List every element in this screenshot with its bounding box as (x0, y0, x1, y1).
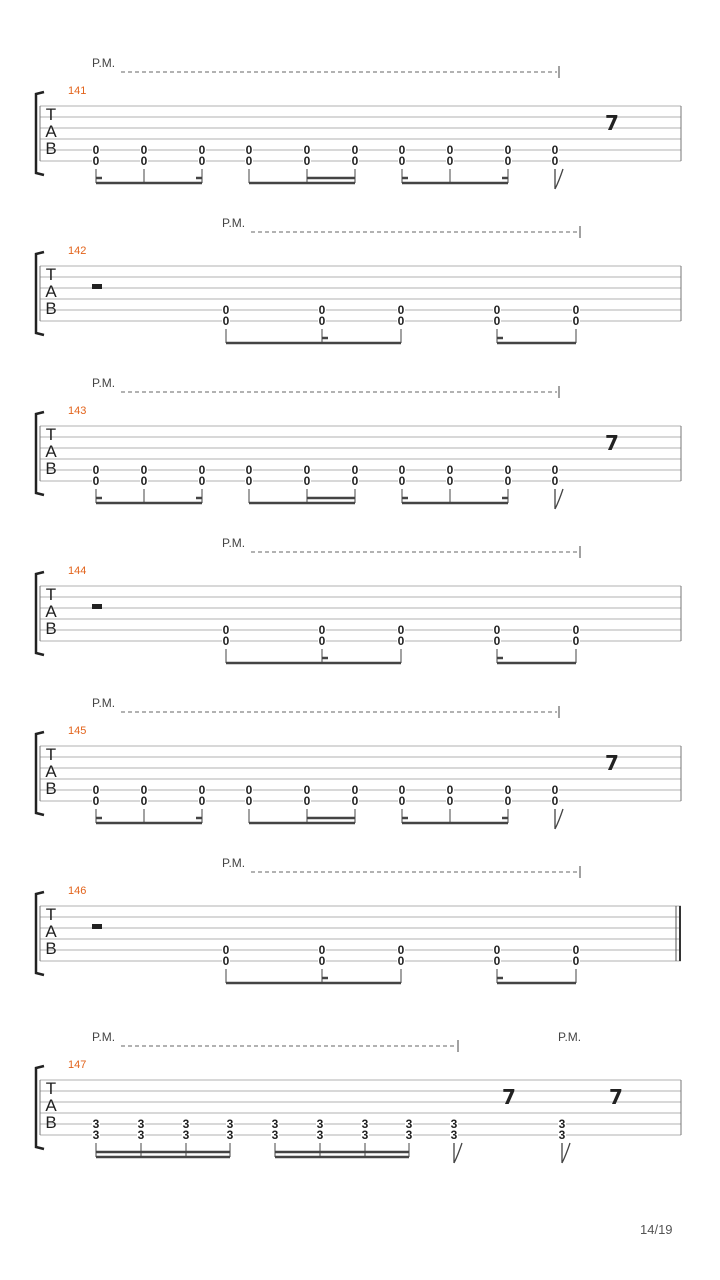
fret-number-string5: 0 (397, 623, 405, 637)
fret-number-string5: 0 (303, 463, 311, 477)
half-rest (92, 284, 102, 289)
palm-mute-label: P.M. (222, 856, 246, 870)
fret-number-string6: 0 (446, 794, 454, 808)
tab-clef-letter: B (45, 459, 57, 478)
fret-number-string5: 0 (446, 783, 454, 797)
fret-number-string5: 0 (446, 143, 454, 157)
fret-number-string5: 0 (398, 783, 406, 797)
tab-clef-letter: A (45, 602, 57, 621)
fret-number-string6: 0 (140, 474, 148, 488)
fret-number-string5: 0 (504, 783, 512, 797)
note-flag (562, 1143, 570, 1163)
half-rest (92, 604, 102, 609)
fret-number-string5: 0 (551, 143, 559, 157)
fret-number-string5: 0 (92, 463, 100, 477)
fret-number-string5: 0 (318, 623, 326, 637)
tab-clef-letter: A (45, 922, 57, 941)
tab-clef-letter: A (45, 282, 57, 301)
tab-clef-letter: B (45, 139, 57, 158)
measure-number: 143 (68, 405, 87, 417)
fret-number-string5: 0 (572, 623, 580, 637)
fret-number-string5: 0 (140, 463, 148, 477)
tab-clef-letter: T (45, 265, 57, 284)
measure-number: 144 (68, 565, 87, 577)
palm-mute-label: P.M. (92, 56, 116, 70)
fret-number-string5: 0 (397, 943, 405, 957)
fret-number-string5: 0 (222, 943, 230, 957)
fret-number-string6: 0 (493, 954, 501, 968)
fret-number-string6: 0 (398, 474, 406, 488)
fret-number-string6: 0 (351, 154, 359, 168)
fret-number-string6: 0 (92, 474, 100, 488)
fret-number-string6: 0 (446, 474, 454, 488)
fret-number-string5: 0 (446, 463, 454, 477)
fret-number-string5: 0 (245, 463, 253, 477)
fret-number-string6: 0 (572, 954, 580, 968)
tab-clef-letter: T (45, 105, 57, 124)
eighth-rest: 7 (605, 431, 619, 455)
fret-number-string6: 0 (351, 474, 359, 488)
tab-clef-letter: B (45, 939, 57, 958)
fret-number-string6: 0 (245, 794, 253, 808)
note-flag (555, 809, 563, 829)
half-rest (92, 924, 102, 929)
fret-number-string5: 3 (405, 1117, 413, 1131)
tab-clef-letter: A (45, 122, 57, 141)
fret-number-string6: 3 (405, 1128, 413, 1142)
fret-number-string6: 0 (397, 954, 405, 968)
note-flag (454, 1143, 462, 1163)
measure-number: 142 (68, 245, 87, 257)
fret-number-string5: 0 (398, 143, 406, 157)
fret-number-string5: 3 (226, 1117, 234, 1131)
tab-clef-letter: B (45, 619, 57, 638)
fret-number-string6: 0 (198, 154, 206, 168)
palm-mute-label: P.M. (92, 376, 116, 390)
fret-number-string6: 0 (140, 794, 148, 808)
fret-number-string5: 0 (351, 463, 359, 477)
fret-number-string5: 0 (493, 303, 501, 317)
fret-number-string6: 0 (397, 634, 405, 648)
fret-number-string6: 0 (198, 794, 206, 808)
fret-number-string6: 0 (551, 474, 559, 488)
fret-number-string6: 3 (226, 1128, 234, 1142)
fret-number-string5: 0 (245, 143, 253, 157)
tab-clef-letter: B (45, 299, 57, 318)
fret-number-string5: 0 (318, 943, 326, 957)
fret-number-string5: 3 (361, 1117, 369, 1131)
fret-number-string6: 0 (318, 314, 326, 328)
fret-number-string5: 0 (398, 463, 406, 477)
fret-number-string6: 0 (504, 154, 512, 168)
fret-number-string6: 0 (303, 154, 311, 168)
fret-number-string6: 3 (558, 1128, 566, 1142)
measure-number: 141 (68, 85, 87, 97)
fret-number-string6: 0 (551, 154, 559, 168)
tab-clef-letter: T (45, 905, 57, 924)
tab-clef-letter: T (45, 425, 57, 444)
fret-number-string5: 0 (198, 143, 206, 157)
fret-number-string5: 3 (137, 1117, 145, 1131)
tab-clef-letter: A (45, 762, 57, 781)
fret-number-string5: 3 (182, 1117, 190, 1131)
fret-number-string6: 0 (318, 634, 326, 648)
fret-number-string5: 0 (140, 783, 148, 797)
tab-clef-letter: B (45, 779, 57, 798)
fret-number-string5: 0 (572, 303, 580, 317)
fret-number-string6: 0 (303, 474, 311, 488)
tab-clef-letter: T (45, 1079, 57, 1098)
measure-number: 146 (68, 885, 87, 897)
fret-number-string5: 0 (140, 143, 148, 157)
eighth-rest: 7 (605, 111, 619, 135)
fret-number-string5: 0 (198, 783, 206, 797)
fret-number-string6: 0 (397, 314, 405, 328)
fret-number-string5: 0 (92, 783, 100, 797)
fret-number-string6: 0 (493, 314, 501, 328)
fret-number-string5: 0 (493, 943, 501, 957)
fret-number-string5: 0 (303, 143, 311, 157)
fret-number-string6: 0 (140, 154, 148, 168)
fret-number-string5: 3 (316, 1117, 324, 1131)
fret-number-string6: 0 (446, 154, 454, 168)
fret-number-string5: 0 (351, 143, 359, 157)
fret-number-string6: 0 (504, 474, 512, 488)
fret-number-string6: 3 (182, 1128, 190, 1142)
palm-mute-label: P.M. (222, 536, 246, 550)
eighth-rest: 7 (502, 1085, 516, 1109)
fret-number-string6: 3 (271, 1128, 279, 1142)
fret-number-string6: 0 (303, 794, 311, 808)
fret-number-string5: 0 (245, 783, 253, 797)
fret-number-string6: 0 (398, 794, 406, 808)
tab-clef-letter: B (45, 1113, 57, 1132)
fret-number-string6: 0 (198, 474, 206, 488)
fret-number-string5: 0 (504, 143, 512, 157)
fret-number-string6: 0 (245, 474, 253, 488)
fret-number-string6: 0 (222, 314, 230, 328)
fret-number-string6: 0 (92, 154, 100, 168)
fret-number-string6: 0 (222, 954, 230, 968)
fret-number-string6: 3 (137, 1128, 145, 1142)
fret-number-string6: 0 (572, 634, 580, 648)
fret-number-string5: 0 (318, 303, 326, 317)
fret-number-string5: 3 (450, 1117, 458, 1131)
measure-number: 147 (68, 1059, 87, 1071)
eighth-rest: 7 (605, 751, 619, 775)
fret-number-string5: 0 (551, 783, 559, 797)
eighth-rest: 7 (609, 1085, 623, 1109)
fret-number-string5: 0 (222, 623, 230, 637)
tab-clef-letter: A (45, 442, 57, 461)
fret-number-string5: 0 (303, 783, 311, 797)
palm-mute-label: P.M. (92, 696, 116, 710)
fret-number-string5: 0 (351, 783, 359, 797)
fret-number-string5: 0 (572, 943, 580, 957)
fret-number-string6: 0 (504, 794, 512, 808)
measure-number: 145 (68, 725, 87, 737)
palm-mute-label: P.M. (222, 216, 246, 230)
fret-number-string5: 3 (271, 1117, 279, 1131)
fret-number-string6: 0 (493, 634, 501, 648)
fret-number-string6: 0 (351, 794, 359, 808)
fret-number-string6: 0 (572, 314, 580, 328)
tab-clef-letter: T (45, 745, 57, 764)
fret-number-string6: 3 (92, 1128, 100, 1142)
fret-number-string5: 0 (397, 303, 405, 317)
fret-number-string6: 0 (398, 154, 406, 168)
fret-number-string6: 0 (222, 634, 230, 648)
tab-clef-letter: A (45, 1096, 57, 1115)
fret-number-string5: 0 (504, 463, 512, 477)
fret-number-string5: 0 (222, 303, 230, 317)
fret-number-string6: 0 (318, 954, 326, 968)
note-flag (555, 489, 563, 509)
fret-number-string5: 3 (558, 1117, 566, 1131)
fret-number-string6: 0 (245, 154, 253, 168)
fret-number-string5: 0 (92, 143, 100, 157)
fret-number-string6: 3 (316, 1128, 324, 1142)
fret-number-string5: 0 (493, 623, 501, 637)
fret-number-string6: 0 (551, 794, 559, 808)
tab-clef-letter: T (45, 585, 57, 604)
page-number: 14/19 (640, 1222, 673, 1237)
palm-mute-label: P.M. (558, 1030, 582, 1044)
fret-number-string6: 0 (92, 794, 100, 808)
fret-number-string5: 0 (551, 463, 559, 477)
fret-number-string5: 3 (92, 1117, 100, 1131)
palm-mute-label: P.M. (92, 1030, 116, 1044)
fret-number-string6: 3 (450, 1128, 458, 1142)
fret-number-string6: 3 (361, 1128, 369, 1142)
fret-number-string5: 0 (198, 463, 206, 477)
note-flag (555, 169, 563, 189)
